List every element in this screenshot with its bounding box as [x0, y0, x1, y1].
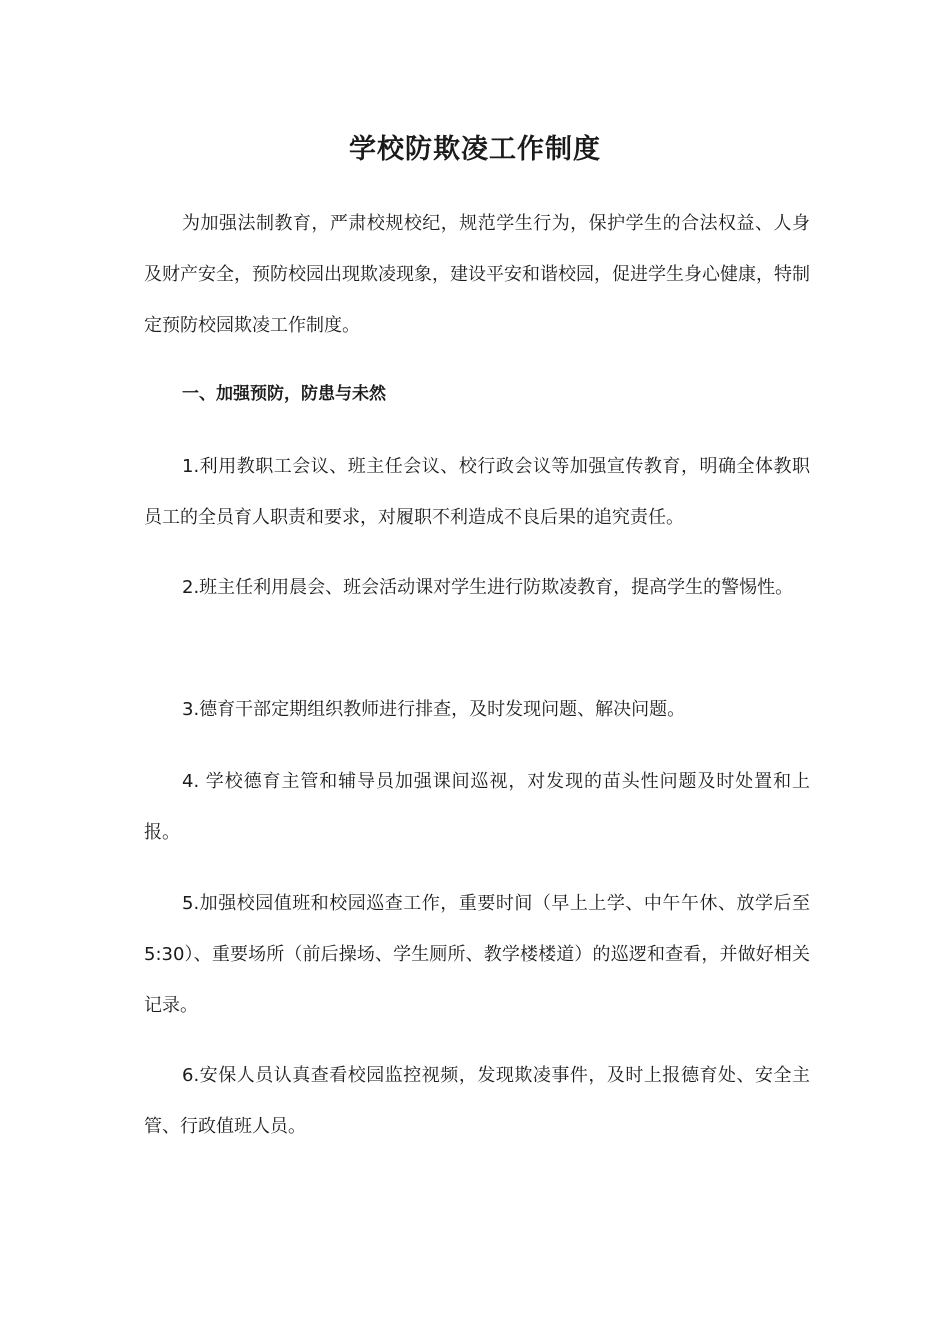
- list-item: 2.班主任利用晨会、班会活动课对学生进行防欺凌教育，提高学生的警惕性。: [182, 577, 794, 598]
- list-item: 4. 学校德育主管和辅导员加强课间巡视，对发现的苗头性问题及时处置和上报。: [144, 771, 810, 843]
- intro-paragraph: 为加强法制教育，严肃校规校纪，规范学生行为，保护学生的合法权益、人身及财产安全，预防校园出现欺凌现象，建设平安和谐校园，促进学生身心健康，特制定预防校园欺凌工作制度。: [144, 213, 810, 336]
- section-heading: 一、加强预防，防患与未然: [182, 384, 386, 404]
- list-item: 5.加强校园值班和校园巡查工作，重要时间（早上上学、中午午休、放学后至5:30）、重要场所（前后操场、学生厕所、教学楼楼道）的巡逻和查看，并做好相关记录。: [144, 893, 810, 1016]
- list-item: 3.德育干部定期组织教师进行排查，及时发现问题、解决问题。: [182, 699, 686, 720]
- list-item: 6.安保人员认真查看校园监控视频，发现欺凌事件，及时上报德育处、安全主管、行政值班人员。: [144, 1065, 810, 1137]
- list-item: 1.利用教职工会议、班主任会议、校行政会议等加强宣传教育，明确全体教职员工的全员育人职责和要求，对履职不利造成不良后果的追究责任。: [144, 456, 810, 528]
- document-title: 学校防欺凌工作制度: [349, 134, 601, 165]
